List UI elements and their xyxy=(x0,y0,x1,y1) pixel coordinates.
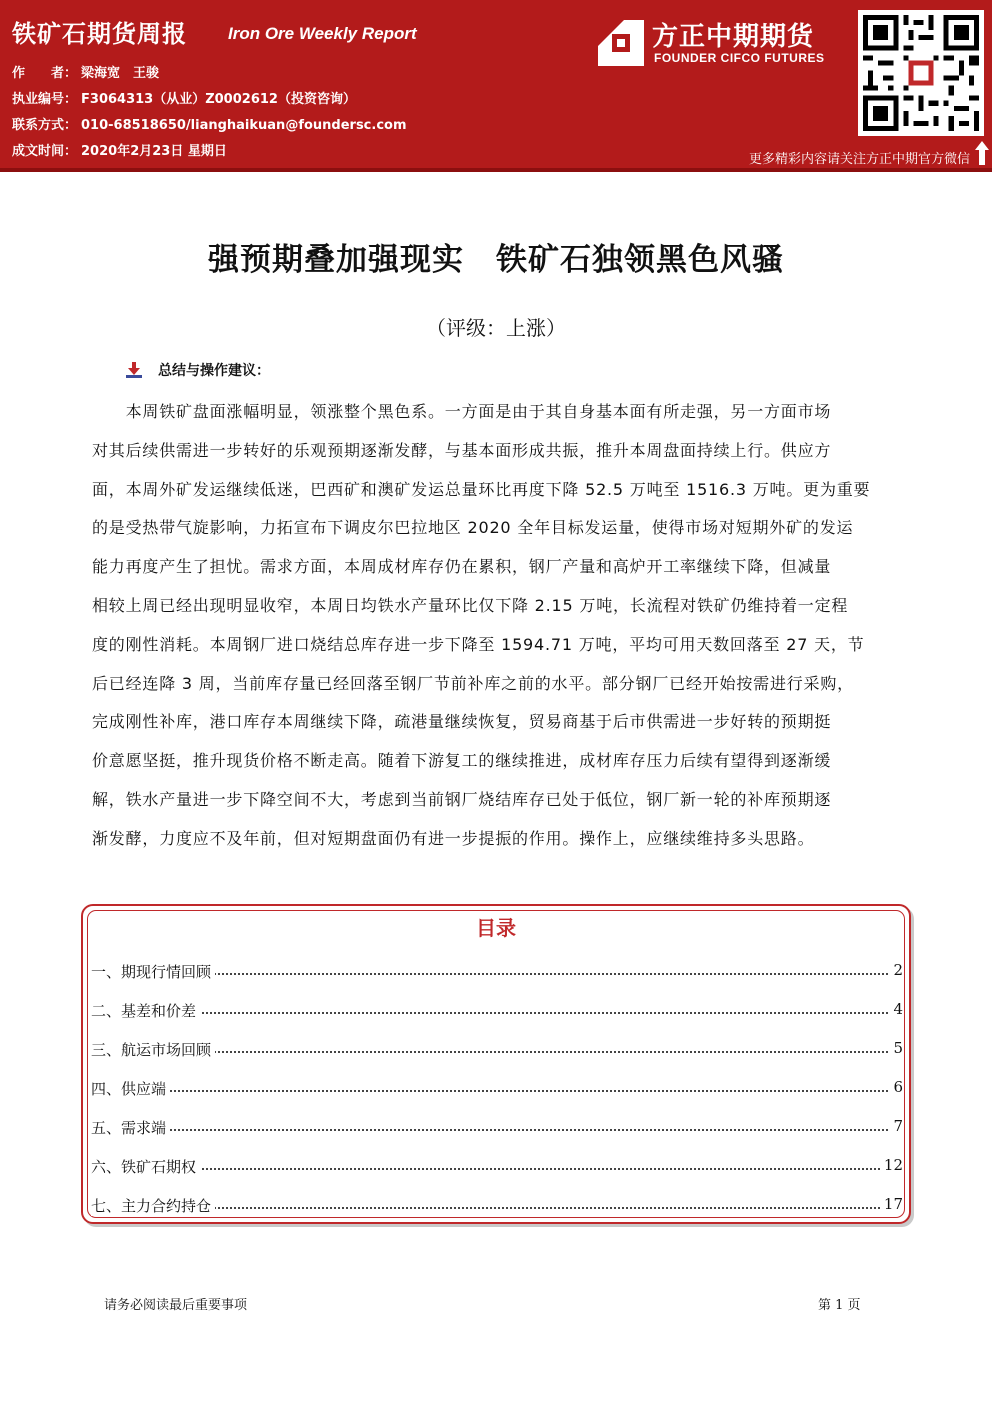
document-title: 强预期叠加强现实 铁矿石独领黑色风骚 xyxy=(208,242,784,278)
license-value: F3064313（从业）Z0002612（投资咨询） xyxy=(81,92,356,107)
logo-chinese-name: 方正中期期货 xyxy=(652,22,815,52)
paragraph-line: 能力再度产生了担忧。需求方面，本周成材库存仍在累积，钢厂产量和高炉开工率继续下降，但减量 xyxy=(92,557,832,577)
summary-heading-text: 总结与操作建议： xyxy=(158,363,270,379)
paragraph-line: 对其后续供需进一步转好的乐观预期逐渐发酵，与基本面形成共振，推升本周盘面持续上行。供应方 xyxy=(92,440,832,460)
paragraph-line: 价意愿坚挺，推升现货价格不断走高。随着下游复工的继续推进，成材库存压力后续有望得到逐渐缓 xyxy=(92,751,832,771)
author-label: 作 者： xyxy=(12,66,78,81)
toc-entry-page: 17 xyxy=(880,1195,903,1213)
toc-entry-page: 7 xyxy=(889,1117,903,1135)
paragraph-line: 完成刚性补库，港口库存本周继续下降，疏港量继续恢复，贸易商基于后市供需进一步好转的预期挺 xyxy=(92,712,832,732)
paragraph-line: 渐发酵，力度应不及年前，但对短期盘面仍有进一步提振的作用。操作上，应继续维持多头思路。 xyxy=(92,828,815,848)
page-number: 第 1 页 xyxy=(818,1298,861,1313)
toc-entry-label[interactable]: 一、期现行情回顾 xyxy=(91,961,215,982)
up-arrow-icon xyxy=(974,140,990,166)
paragraph-line: 本周铁矿盘面涨幅明显，领涨整个黑色系。一方面是由于其自身基本面有所走强，另一方面市场 xyxy=(92,402,832,421)
report-title: 铁矿石期货周报 xyxy=(12,20,187,48)
toc-entry-label[interactable]: 五、需求端 xyxy=(91,1117,170,1138)
author-value: 梁海宽 王骏 xyxy=(81,66,160,81)
founder-logo-icon xyxy=(598,20,644,66)
toc-dot-leader xyxy=(91,1168,903,1170)
report-header-banner xyxy=(0,0,992,172)
report-subtitle: Iron Ore Weekly Report xyxy=(228,24,417,43)
follow-wechat-text: 更多精彩内容请关注方正中期官方微信 xyxy=(748,152,970,167)
toc-entry-page: 6 xyxy=(889,1078,903,1096)
toc-dot-leader xyxy=(91,1129,903,1131)
toc-entry-label[interactable]: 七、主力合约持仓 xyxy=(91,1195,215,1216)
paragraph-line: 解，铁水产量进一步下降空间不大，考虑到当前钢厂烧结库存已处于低位，钢厂新一轮的补库预期逐 xyxy=(92,789,832,809)
toc-entry[interactable] xyxy=(91,1156,903,1178)
toc-entry-page: 2 xyxy=(889,961,903,979)
contact-row xyxy=(12,114,407,133)
paragraph-line: 度的刚性消耗。本周钢厂进口烧结总库存进一步下降至 1594.71 万吨，平均可用天数回落至 27 天，节 xyxy=(92,634,865,654)
toc-entry[interactable] xyxy=(91,1078,903,1100)
date-label: 成文时间： xyxy=(12,144,78,159)
bullet-icon xyxy=(126,362,142,378)
toc-dot-leader xyxy=(91,1012,903,1014)
license-row xyxy=(12,88,356,107)
paragraph-line: 的是受热带气旋影响，力拓宣布下调皮尔巴拉地区 2020 全年目标发运量，使得市场对短期外矿的发运 xyxy=(92,518,854,538)
footer-notice: 请务必阅读最后重要事项 xyxy=(104,1298,248,1313)
contact-label: 联系方式： xyxy=(12,118,78,133)
toc-entry[interactable] xyxy=(91,961,903,983)
logo-english-name: FOUNDER CIFCO FUTURES xyxy=(654,51,825,65)
summary-paragraph xyxy=(92,393,902,859)
toc-entry-label[interactable]: 三、航运市场回顾 xyxy=(91,1039,215,1060)
summary-heading xyxy=(126,360,270,380)
toc-dot-leader xyxy=(91,1090,903,1092)
author-row xyxy=(12,62,159,81)
toc-entry[interactable] xyxy=(91,1000,903,1022)
paragraph-line: 面，本周外矿发运继续低迷，巴西矿和澳矿发运总量环比再度下降 52.5 万吨至 1516.3 万吨。更为重要 xyxy=(92,479,871,499)
company-logo xyxy=(598,18,852,70)
license-label: 执业编号： xyxy=(12,92,78,107)
paragraph-line: 相较上周已经出现明显收窄，本周日均铁水产量环比仅下降 2.15 万吨，长流程对铁矿仍维持着一定程 xyxy=(92,595,849,615)
toc-entry[interactable] xyxy=(91,1195,903,1217)
date-row xyxy=(12,140,227,159)
header-divider xyxy=(0,168,992,172)
toc-entry-page: 12 xyxy=(880,1156,903,1174)
toc-entry-page: 5 xyxy=(889,1039,903,1057)
toc-entry-label[interactable]: 二、基差和价差 xyxy=(91,1000,200,1021)
paragraph-line: 后已经连降 3 周，当前库存量已经回落至钢厂节前补库之前的水平。部分钢厂已经开始按需进行采购， xyxy=(92,673,854,693)
toc-entry[interactable] xyxy=(91,1039,903,1061)
toc-entry-label[interactable]: 四、供应端 xyxy=(91,1078,170,1099)
date-value: 2020年2月23日 星期日 xyxy=(81,144,227,159)
wechat-qr-code-icon xyxy=(858,10,984,136)
toc-title: 目录 xyxy=(476,916,516,940)
toc-entry-page: 4 xyxy=(889,1000,903,1018)
toc-entry-label[interactable]: 六、铁矿石期权 xyxy=(91,1156,200,1177)
contact-value: 010-68518650/lianghaikuan@foundersc.com xyxy=(81,118,407,133)
toc-entry[interactable] xyxy=(91,1117,903,1139)
rating-text: （评级：上涨） xyxy=(426,316,566,340)
